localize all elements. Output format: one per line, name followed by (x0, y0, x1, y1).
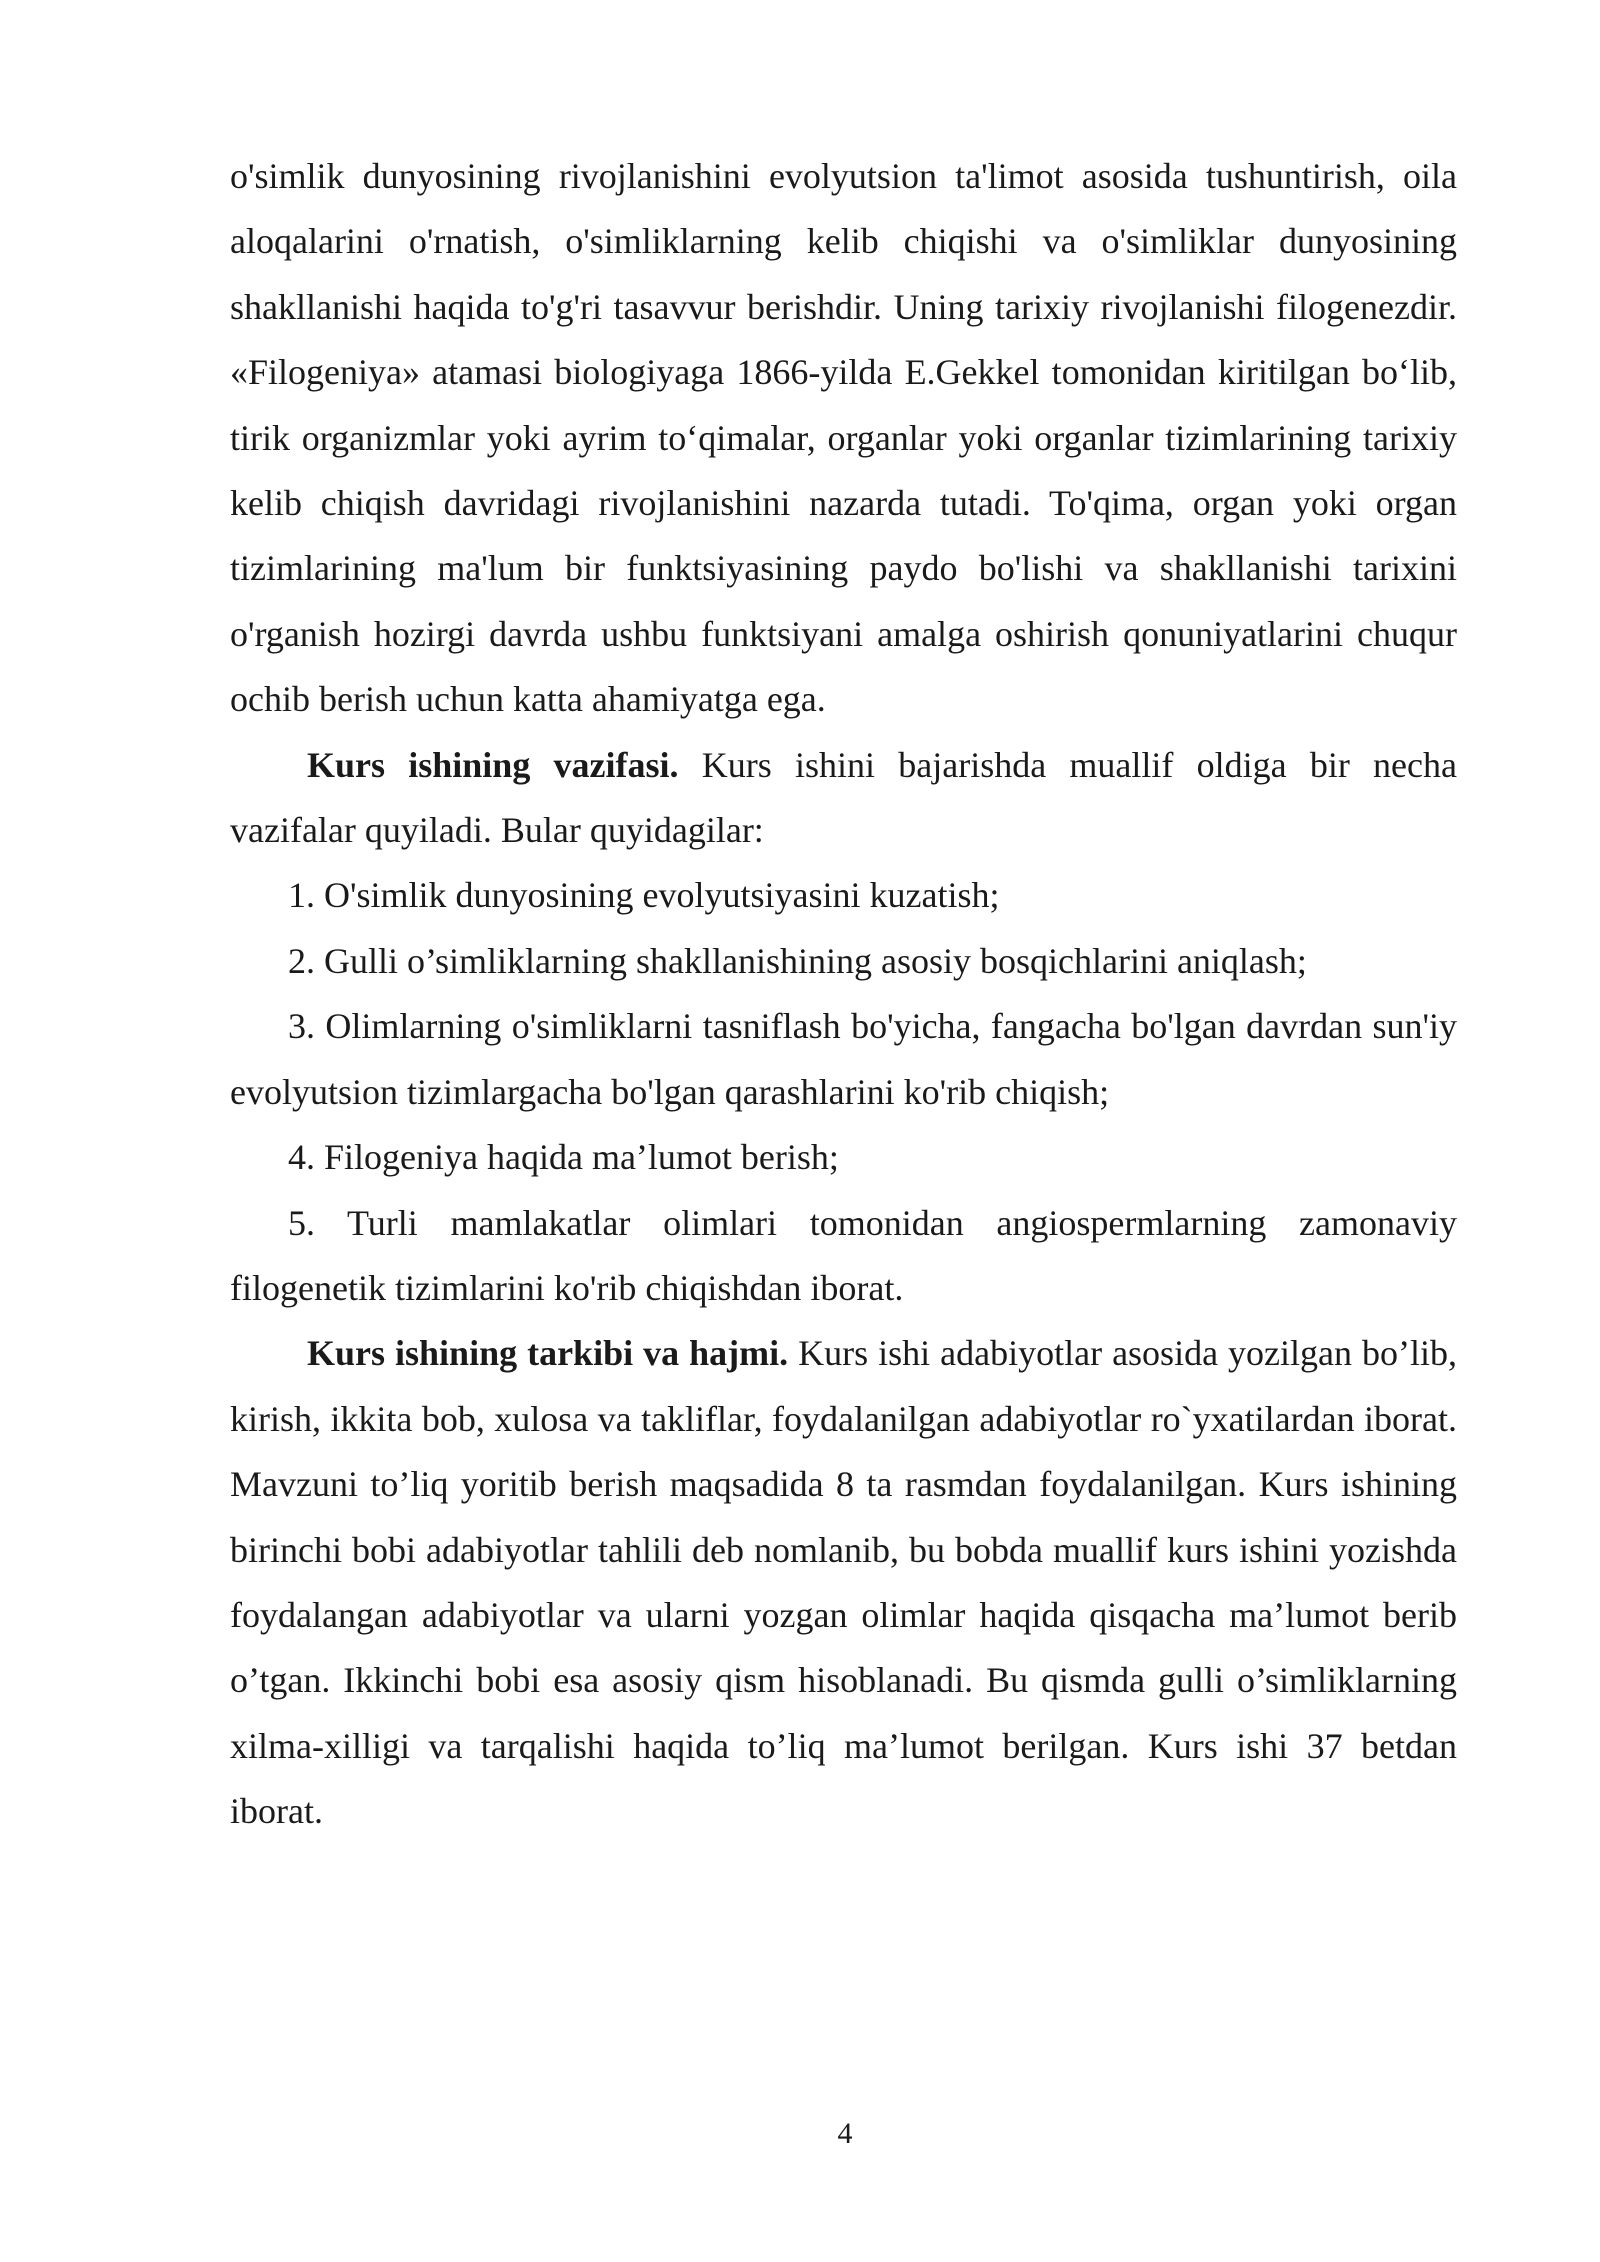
page-number: 4 (837, 2117, 853, 2150)
structure-heading: Kurs ishining tarkibi va hajmi. (307, 1333, 789, 1374)
list-item-4: 4. Filogeniya haqida ma’lumot berish; (288, 1137, 839, 1178)
tasks-intro-text: Kurs ishini bajarishda muallif oldiga bir necha vazifalar quyiladi. Bular quyidagilar: (230, 744, 1457, 851)
list-item-3: 3. Olimlarning o'simliklarni tasniflash bo'yicha, fangacha bo'lgan davrdan sun'iy evolyutsion tizimlargacha bo'lgan qarashlarini ko'rib chiqish; (230, 1006, 1457, 1112)
list-item-5: 5. Turli mamlakatlar olimlari tomonidan angiospermlarning zamonaviy filogenetik tizimlarini ko'rib chiqishdan iborat. (230, 1202, 1457, 1308)
tasks-paragraph (230, 733, 1457, 864)
structure-paragraph (230, 1321, 1457, 1844)
list-item-1: 1. O'simlik dunyosining evolyutsiyasini kuzatish; (288, 875, 1000, 916)
tasks-heading: Kurs ishining vazifasi. (307, 744, 679, 785)
list-item-2: 2. Gulli o’simliklarning shakllanishining asosiy bosqichlarini aniqlash; (288, 940, 1307, 981)
document-body (230, 144, 1457, 1845)
intro-paragraph: o'simlik dunyosining rivojlanishini evolyutsion ta'limot asosida tushuntirish, oila aloqalarini o'rnatish, o'simliklarning kelib chiqishi va o'simliklar dunyosining shakllanishi haqida to'g'ri tasavvur berishdir. Uning tarixiy rivojlanishi filogenezdir. «Filogeniya» atamasi biologiyaga 1866-yilda E.Gekkel tomonidan kiritilgan bo‘lib, tirik organizmlar yoki ayrim to‘qimalar, organlar yoki organlar tizimlarining tarixiy kelib chiqish davridagi rivojlanishini nazarda tutadi. To'qima, organ yoki organ tizimlarining ma'lum bir funktsiyasining paydo bo'lishi va shakllanishi tarixini o'rganish hozirgi davrda ushbu funktsiyani amalga oshirish qonuniyatlarini chuqur ochib berish uchun katta ahamiyatga ega. (230, 156, 1457, 720)
structure-text: Kurs ishi adabiyotlar asosida yozilgan bo’lib, kirish, ikkita bob, xulosa va takliflar, foydalanilgan adabiyotlar ro`yxatilardan iborat. Mavzuni to’liq yoritib berish maqsadida 8 ta rasmdan foydalanilgan. Kurs ishining birinchi bobi adabiyotlar tahlili deb nomlanib, bu bobda muallif kurs ishini yozishda foydalangan adabiyotlar va ularni yozgan olimlar haqida qisqacha ma’lumot berib o’tgan. Ikkinchi bobi esa asosiy qism hisoblanadi. Bu qismda gulli o’simliklarning xilma-xilligi va tarqalishi haqida to’liq ma’lumot berilgan. Kurs ishi 37 betdan iborat. (230, 1333, 1458, 1832)
